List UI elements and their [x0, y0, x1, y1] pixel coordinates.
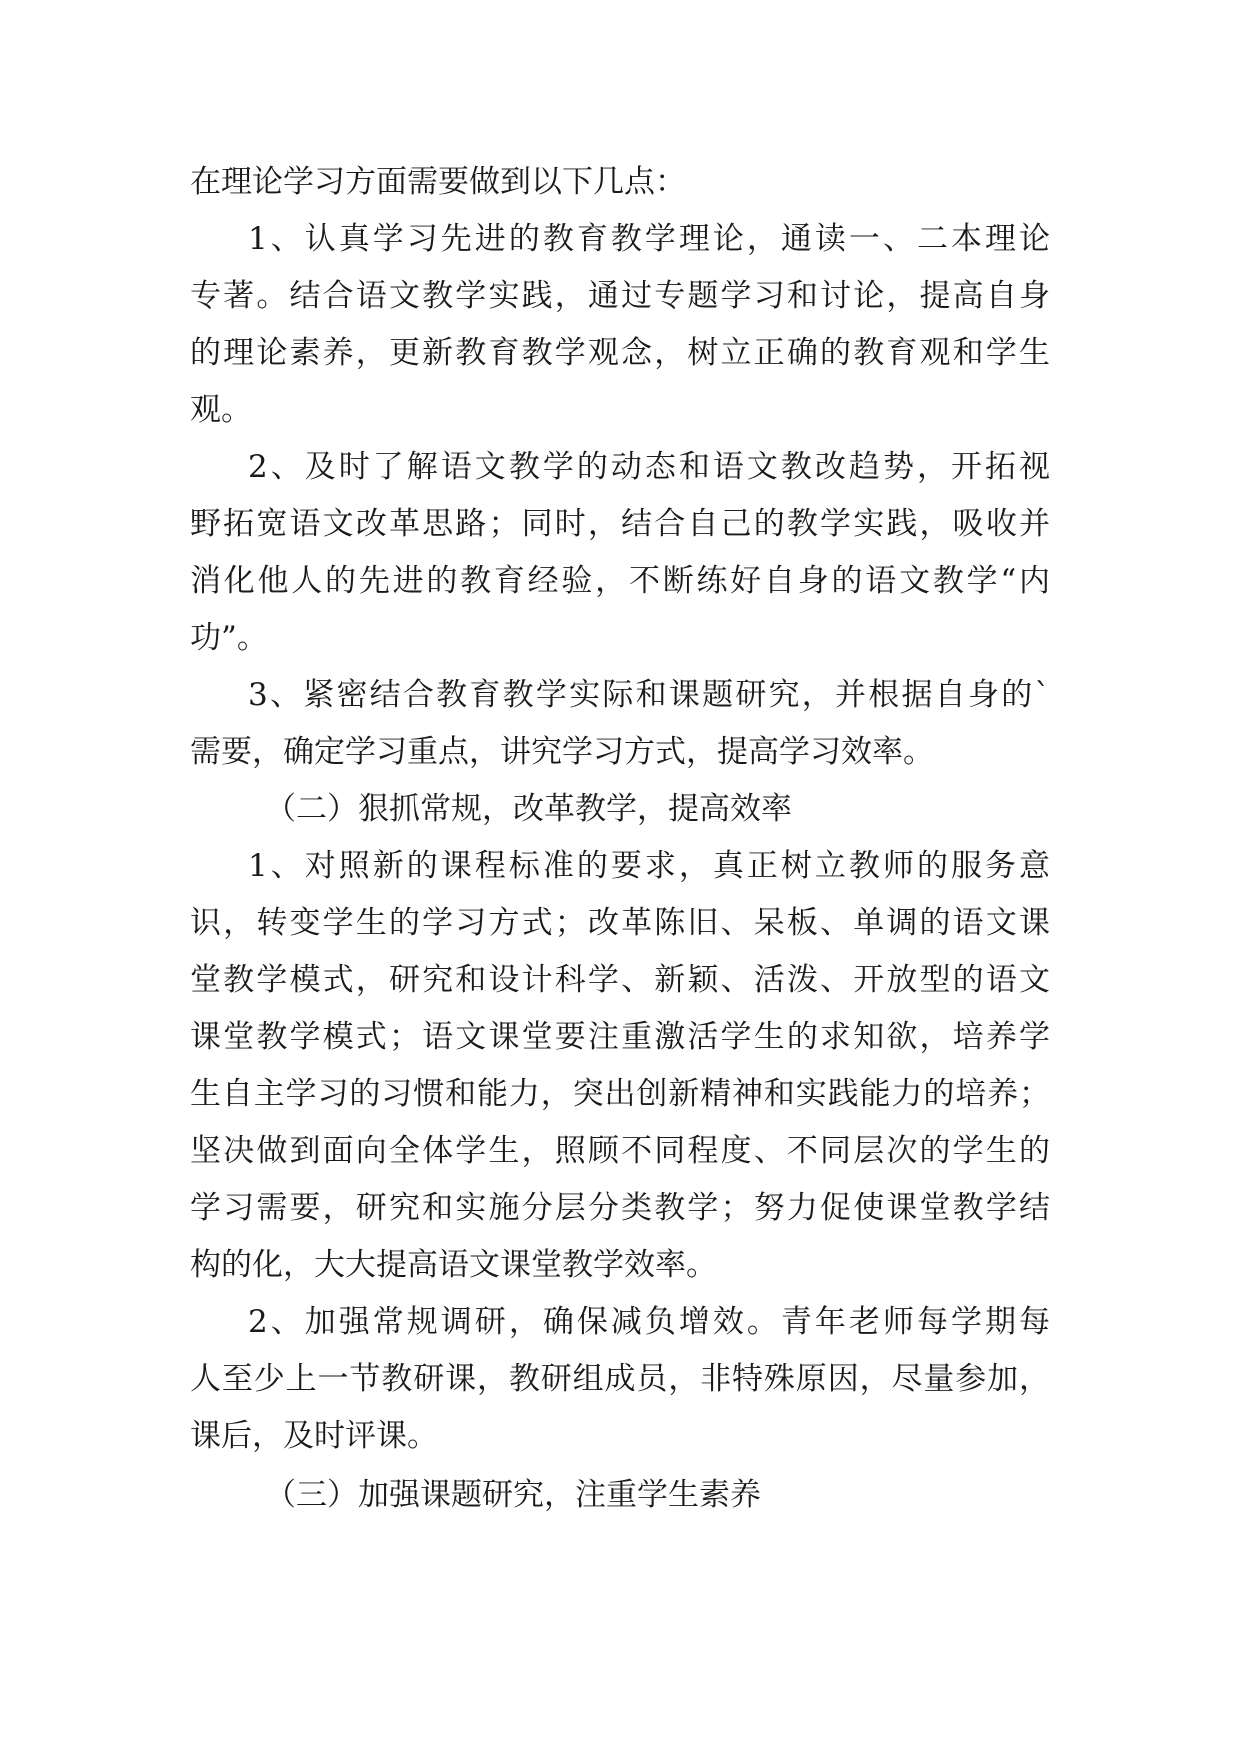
body-line: 课堂教学模式；语文课堂要注重激活学生的求知欲，培养学: [190, 1019, 1050, 1055]
body-line: 学习需要，研究和实施分层分类教学；努力促使课堂教学结: [190, 1190, 1050, 1226]
body-line: 堂教学模式，研究和设计科学、新颖、活泼、开放型的语文: [190, 962, 1050, 998]
body-line: 需要，确定学习重点，讲究学习方式，提高学习效率。: [190, 734, 934, 770]
list-item-2-line: 2、及时了解语文教学的动态和语文教改趋势，开拓视: [248, 449, 1050, 485]
body-line: 人至少上一节教研课，教研组成员，非特殊原因，尽量参加，: [190, 1361, 1050, 1397]
section-heading: （三）加强课题研究，注重学生素养: [265, 1477, 761, 1513]
list-item-1-line: 1、对照新的课程标准的要求，真正树立教师的服务意: [248, 848, 1050, 884]
body-line: 野拓宽语文改革思路；同时，结合自己的教学实践，吸收并: [190, 506, 1050, 542]
body-line: 的理论素养，更新教育教学观念，树立正确的教育观和学生: [190, 335, 1050, 371]
body-line: 坚决做到面向全体学生，照顾不同程度、不同层次的学生的: [190, 1133, 1050, 1169]
body-line: 识，转变学生的学习方式；改革陈旧、呆板、单调的语文课: [190, 905, 1050, 941]
body-line: 生自主学习的习惯和能力，突出创新精神和实践能力的培养；: [190, 1076, 1050, 1112]
list-item-1-line: 1、认真学习先进的教育教学理论，通读一、二本理论: [248, 221, 1050, 257]
body-line: 构的化，大大提高语文课堂教学效率。: [190, 1247, 717, 1283]
body-line: 消化他人的先进的教育经验，不断练好自身的语文教学“内: [190, 563, 1050, 599]
list-item-3-line: 3、紧密结合教育教学实际和课题研究，并根据自身的`: [248, 677, 1050, 713]
body-line: 课后，及时评课。: [190, 1418, 438, 1454]
body-line: 功”。: [190, 620, 268, 656]
body-line: 专著。结合语文教学实践，通过专题学习和讨论，提高自身: [190, 278, 1050, 314]
section-heading: （二）狠抓常规，改革教学，提高效率: [265, 791, 792, 827]
list-item-2-line: 2、加强常规调研，确保减负增效。青年老师每学期每: [248, 1304, 1050, 1340]
body-line: 观。: [190, 392, 252, 428]
body-line: 在理论学习方面需要做到以下几点：: [190, 164, 686, 200]
